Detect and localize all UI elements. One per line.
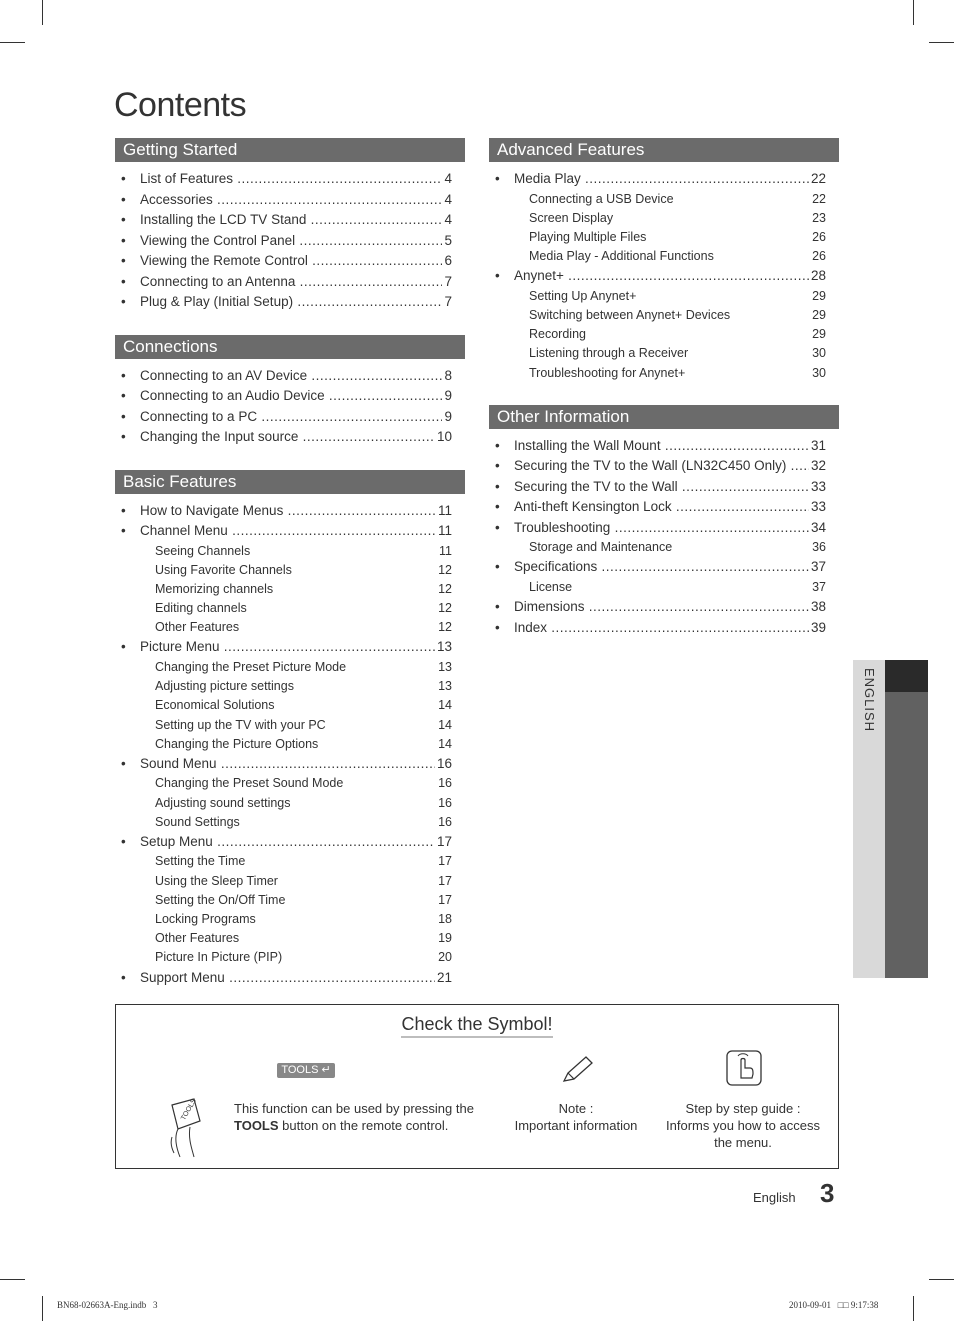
toc-section: [115, 335, 465, 448]
toc-entry-title: Storage and Maintenance: [529, 540, 673, 555]
toc-entry-title: Channel Menu .....: [140, 521, 442, 541]
language-tab-bar: [885, 660, 928, 978]
remote-tools-icon: [164, 1097, 204, 1161]
toc-subentry[interactable]: [489, 538, 839, 557]
toc-entry[interactable]: [115, 386, 465, 407]
toc-entry-title: Anynet+ .....: [514, 266, 816, 286]
section-header: Basic Features: [115, 470, 465, 494]
toc-entry-page: 12: [438, 562, 452, 577]
toc-entry-title: List of Features .....: [140, 169, 442, 189]
toc-entry-title: Other Features: [155, 620, 240, 635]
toc-entry[interactable]: [489, 618, 839, 639]
toc-entry-page: 37: [812, 579, 826, 594]
toc-entry[interactable]: [115, 251, 465, 272]
toc-entry-page: 33: [809, 477, 826, 497]
toc-entry-title: Setting the On/Off Time: [155, 892, 286, 907]
bullet-icon: •: [495, 268, 500, 284]
crop-mark: [42, 1296, 43, 1321]
toc-entry[interactable]: [115, 292, 465, 313]
bullet-icon: •: [121, 294, 126, 309]
crop-mark: [42, 0, 43, 25]
toc-entry[interactable]: [489, 477, 839, 498]
toc-section: [489, 138, 839, 383]
step-guide-description: [658, 1100, 828, 1151]
step-guide-label: Step by step guide :: [685, 1101, 801, 1116]
toc-subentry[interactable]: [115, 599, 465, 618]
toc-subentry[interactable]: [115, 696, 465, 715]
toc-subentry[interactable]: [115, 716, 465, 735]
toc-entry-page: 16: [438, 814, 452, 829]
footer-language: English: [753, 1190, 796, 1205]
toc-subentry[interactable]: [115, 872, 465, 891]
toc-entry-page: 17: [438, 892, 452, 907]
toc-entry-title: Setup Menu .....: [140, 832, 442, 852]
tools-description: This function can be used by pressing the TOOLS button on the remote control.: [234, 1101, 474, 1133]
toc-entry-page: 5: [442, 231, 452, 251]
toc-entry[interactable]: [115, 407, 465, 428]
bullet-icon: •: [495, 519, 500, 535]
toc-entry-page: 17: [438, 873, 452, 888]
toc-subentry[interactable]: [489, 209, 839, 228]
toc-entry-title: Installing the Wall Mount .....: [514, 436, 816, 456]
toc-entry-title: Accessories .....: [140, 190, 442, 210]
check-symbol-title: Check the Symbol!: [116, 1014, 838, 1035]
toc-entry-page: 23: [812, 210, 826, 225]
toc-entry-page: 16: [435, 754, 452, 774]
toc-entry-title: Picture Menu .....: [140, 637, 442, 657]
toc-entry-title: Other Features: [155, 931, 240, 946]
toc-entry-page: 32: [809, 456, 826, 476]
section-header: Advanced Features: [489, 138, 839, 162]
toc-entry-title: Securing the TV to the Wall .....: [514, 477, 816, 497]
toc-subentry[interactable]: [489, 325, 839, 344]
toc-entry-title: Sound Menu .....: [140, 754, 442, 774]
bullet-icon: •: [495, 458, 500, 474]
toc-entry[interactable]: [489, 456, 839, 477]
toc-subentry[interactable]: [489, 578, 839, 597]
remote-icon-label: TOOLS: [180, 1097, 199, 1122]
toc-entry-page: 22: [809, 169, 826, 189]
toc-entry-title: Viewing the Remote Control .....: [140, 251, 442, 271]
bullet-icon: •: [121, 502, 126, 518]
bullet-icon: •: [495, 437, 500, 453]
note-description: [496, 1100, 656, 1134]
toc-subentry[interactable]: [115, 618, 465, 637]
toc-entry-page: 14: [438, 736, 452, 751]
toc-entry[interactable]: [489, 497, 839, 518]
toc-entry[interactable]: [115, 521, 465, 542]
toc-entry-page: 26: [812, 229, 826, 244]
toc-subentry[interactable]: [115, 948, 465, 967]
toc-entry[interactable]: [489, 557, 839, 578]
toc-entry[interactable]: [115, 968, 465, 989]
toc-entry[interactable]: [115, 832, 465, 853]
page-number: 3: [820, 1178, 835, 1208]
bullet-icon: •: [121, 388, 126, 403]
toc-entry-title: Using the Sleep Timer: [155, 873, 278, 888]
toc-entry-title: Locking Programs: [155, 912, 256, 926]
toc-entry-title: Troubleshooting .....: [514, 518, 816, 538]
toc-entry-page: 20: [438, 950, 452, 965]
note-label: Note :: [558, 1101, 594, 1116]
toc-entry-title: License: [529, 579, 573, 594]
bullet-icon: •: [121, 523, 126, 538]
bullet-icon: •: [121, 367, 126, 383]
bullet-icon: •: [495, 619, 500, 635]
toc-entry-title: Changing the Preset Picture Mode: [155, 659, 347, 674]
toc-entry[interactable]: [489, 266, 839, 287]
toc-entry-title: Specifications .....: [514, 557, 816, 577]
toc-entry-page: 22: [812, 191, 826, 206]
toc-entry-title: Recording: [529, 327, 586, 342]
bullet-icon: •: [121, 969, 126, 985]
crop-mark: [0, 42, 25, 43]
toc-entry[interactable]: [115, 637, 465, 658]
crop-mark: [913, 1296, 914, 1321]
toc-entry[interactable]: [115, 501, 465, 522]
toc-entry-page: 37: [809, 557, 826, 577]
toc-entry-title: Sound Settings: [155, 814, 240, 829]
toc-entry-title: Setting Up Anynet+: [529, 288, 637, 303]
toc-entry-page: 8: [442, 366, 452, 386]
toc-entry-title: Memorizing channels: [155, 581, 274, 596]
toc-entry[interactable]: [115, 754, 465, 775]
toc-entry-page: 12: [438, 601, 452, 616]
toc-section: [115, 138, 465, 313]
print-slug-file: BN68-02663A-Eng.indb 3: [57, 1300, 158, 1310]
bullet-icon: •: [121, 429, 126, 444]
toc-entry-title: Viewing the Control Panel .....: [140, 231, 442, 251]
toc-entry-page: 12: [438, 620, 452, 635]
toc-subentry[interactable]: [115, 542, 465, 561]
toc-entry[interactable]: [489, 518, 839, 539]
bullet-icon: •: [495, 559, 500, 575]
toc-entry-page: 18: [438, 912, 452, 926]
bullet-icon: •: [495, 599, 500, 615]
bullet-icon: •: [121, 212, 126, 227]
pencil-note-icon: [560, 1055, 594, 1085]
toc-entry-title: Connecting to an Antenna .....: [140, 272, 442, 292]
toc-entry-page: 12: [438, 581, 452, 596]
toc-entry-title: Changing the Input source .....: [140, 427, 442, 447]
toc-subentry[interactable]: [115, 813, 465, 832]
bullet-icon: •: [495, 171, 500, 186]
toc-entry-page: 13: [438, 679, 452, 694]
toc-subentry[interactable]: [115, 910, 465, 929]
toc-entry-page: 14: [438, 717, 452, 732]
toc-subentry[interactable]: [489, 247, 839, 266]
toc-subentry[interactable]: [489, 190, 839, 209]
bullet-icon: •: [121, 171, 126, 186]
toc-subentry[interactable]: [489, 364, 839, 383]
toc-entry-title: Listening through a Receiver: [529, 346, 689, 361]
toc-entry-title: Setting the Time: [155, 854, 246, 869]
toc-subentry[interactable]: [489, 287, 839, 306]
toc-entry-page: 28: [809, 266, 826, 286]
toc-subentry[interactable]: [115, 929, 465, 948]
toc-entry[interactable]: [115, 231, 465, 252]
toc-entry-title: Support Menu .....: [140, 968, 442, 988]
toc-subentry[interactable]: [115, 852, 465, 871]
toc-entry-title: Securing the TV to the Wall (LN32C450 Only) .....: [514, 456, 816, 476]
toc-entry-page: 4: [442, 169, 452, 189]
check-symbol-box: [115, 1004, 839, 1169]
toc-entry-page: 29: [812, 307, 826, 322]
toc-entry-title: Playing Multiple Files: [529, 229, 647, 244]
toc-entry[interactable]: [489, 169, 839, 190]
toc-entry-page: 13: [438, 659, 452, 674]
toc-entry-page: 4: [442, 210, 452, 230]
toc-entry-title: Media Play - Additional Functions: [529, 249, 714, 264]
toc-left-column: [115, 138, 465, 1010]
toc-entry-page: 11: [436, 521, 452, 541]
section-header: Getting Started: [115, 138, 465, 162]
toc-subentry[interactable]: [489, 228, 839, 247]
toc-subentry[interactable]: [115, 658, 465, 677]
toc-entry-title: Adjusting picture settings: [155, 679, 294, 694]
toc-entry-title: Changing the Picture Options: [155, 736, 319, 751]
toc-entry-page: 33: [809, 497, 826, 517]
bullet-icon: •: [121, 833, 126, 849]
language-tab-top: [885, 660, 928, 692]
toc-entry-title: Editing channels: [155, 601, 247, 616]
toc-entry-title: Connecting to a PC .....: [140, 407, 442, 427]
toc-entry-page: 11: [436, 501, 452, 521]
toc-entry-title: Adjusting sound settings: [155, 795, 291, 810]
toc-entry-title: Picture In Picture (PIP): [155, 950, 283, 965]
step-guide-text-2: the menu.: [714, 1135, 772, 1150]
toc-entry[interactable]: [115, 190, 465, 211]
toc-entry-page: 9: [442, 386, 452, 406]
toc-entry[interactable]: [115, 169, 465, 190]
toc-entry-title: Anti-theft Kensington Lock .....: [514, 497, 816, 517]
bullet-icon: •: [495, 499, 500, 515]
toc-entry-title: Economical Solutions: [155, 698, 275, 713]
toc-subentry[interactable]: [115, 774, 465, 793]
toc-section: [489, 405, 839, 638]
bullet-icon: •: [121, 232, 126, 248]
toc-entry-title: Media Play .....: [514, 169, 816, 189]
crop-mark: [913, 0, 914, 25]
crop-mark: [0, 1279, 25, 1280]
toc-entry-title: Connecting a USB Device: [529, 191, 674, 206]
toc-entry-page: 26: [812, 249, 826, 264]
toc-entry-title: Switching between Anynet+ Devices: [529, 307, 731, 322]
toc-entry[interactable]: [489, 436, 839, 457]
toc-entry-page: 29: [812, 327, 826, 342]
toc-entry-page: 9: [442, 407, 452, 427]
toc-subentry[interactable]: [489, 344, 839, 363]
hand-pointer-icon: [726, 1050, 762, 1086]
toc-entry-page: 17: [438, 854, 452, 869]
toc-entry-page: 30: [812, 346, 826, 361]
bullet-icon: •: [121, 639, 126, 655]
toc-entry-title: Dimensions .....: [514, 597, 816, 617]
toc-entry-page: 21: [435, 968, 452, 988]
toc-subentry[interactable]: [115, 561, 465, 580]
step-guide-text: Informs you how to access: [666, 1118, 820, 1133]
bullet-icon: •: [121, 408, 126, 424]
section-header: Connections: [115, 335, 465, 359]
language-tab-label: ENGLISH: [862, 668, 877, 733]
toc-entry[interactable]: [115, 210, 465, 231]
toc-entry[interactable]: [489, 597, 839, 618]
toc-entry-title: Changing the Preset Sound Mode: [155, 776, 344, 791]
crop-mark: [929, 1279, 954, 1280]
toc-entry[interactable]: [115, 366, 465, 387]
toc-entry-title: Index .....: [514, 618, 816, 638]
toc-entry-page: 11: [439, 543, 452, 558]
toc-entry-page: 10: [435, 427, 452, 447]
bullet-icon: •: [495, 478, 500, 494]
toc-entry-page: 34: [809, 518, 826, 538]
toc-entry-page: 36: [812, 540, 826, 555]
toc-subentry[interactable]: [115, 891, 465, 910]
toc-entry-page: 19: [438, 931, 452, 946]
crop-mark: [929, 42, 954, 43]
print-slug-timestamp: 2010-09-01 □□ 9:17:38: [789, 1300, 879, 1310]
toc-entry-title: Setting up the TV with your PC: [155, 717, 326, 732]
toc-entry-page: 31: [809, 436, 826, 456]
toc-entry-page: 14: [438, 698, 452, 713]
toc-entry-page: 30: [812, 365, 826, 380]
toc-entry-title: Troubleshooting for Anynet+: [529, 365, 686, 380]
toc-subentry[interactable]: [115, 794, 465, 813]
toc-entry-title: Installing the LCD TV Stand .....: [140, 210, 442, 230]
bullet-icon: •: [121, 755, 126, 771]
toc-entry-title: Plug & Play (Initial Setup) .....: [140, 292, 442, 312]
toc-entry-page: 6: [442, 251, 452, 271]
toc-entry-page: 16: [438, 795, 452, 810]
toc-entry-page: 16: [438, 776, 452, 791]
note-text: Important information: [514, 1118, 638, 1133]
toc-entry-title: How to Navigate Menus .....: [140, 501, 442, 521]
toc-entry-title: Screen Display: [529, 210, 614, 225]
toc-entry-page: 39: [809, 618, 826, 638]
toc-entry-page: 38: [809, 597, 826, 617]
bullet-icon: •: [121, 253, 126, 268]
toc-entry[interactable]: [115, 427, 465, 448]
section-header: Other Information: [489, 405, 839, 429]
toc-entry-page: 29: [812, 288, 826, 303]
toc-entry-page: 17: [435, 832, 452, 852]
toc-entry-page: 7: [442, 272, 452, 292]
toc-entry[interactable]: [115, 272, 465, 293]
toc-entry-title: Connecting to an Audio Device .....: [140, 386, 442, 406]
toc-entry-title: Using Favorite Channels: [155, 562, 292, 577]
tools-badge: TOOLS ↵: [277, 1063, 335, 1078]
bullet-icon: •: [121, 191, 126, 207]
toc-section: [115, 470, 465, 989]
toc-entry-page: 13: [435, 637, 452, 657]
toc-subentry[interactable]: [115, 735, 465, 754]
toc-entry-title: Seeing Channels: [155, 543, 251, 558]
toc-right-column: [489, 138, 839, 660]
toc-subentry[interactable]: [489, 306, 839, 325]
toc-subentry[interactable]: [115, 580, 465, 599]
toc-subentry[interactable]: [115, 677, 465, 696]
toc-entry-page: 7: [442, 292, 452, 312]
toc-entry-title: Connecting to an AV Device .....: [140, 366, 442, 386]
page-title: Contents: [114, 86, 247, 124]
toc-entry-page: 4: [442, 190, 452, 210]
bullet-icon: •: [121, 273, 126, 289]
